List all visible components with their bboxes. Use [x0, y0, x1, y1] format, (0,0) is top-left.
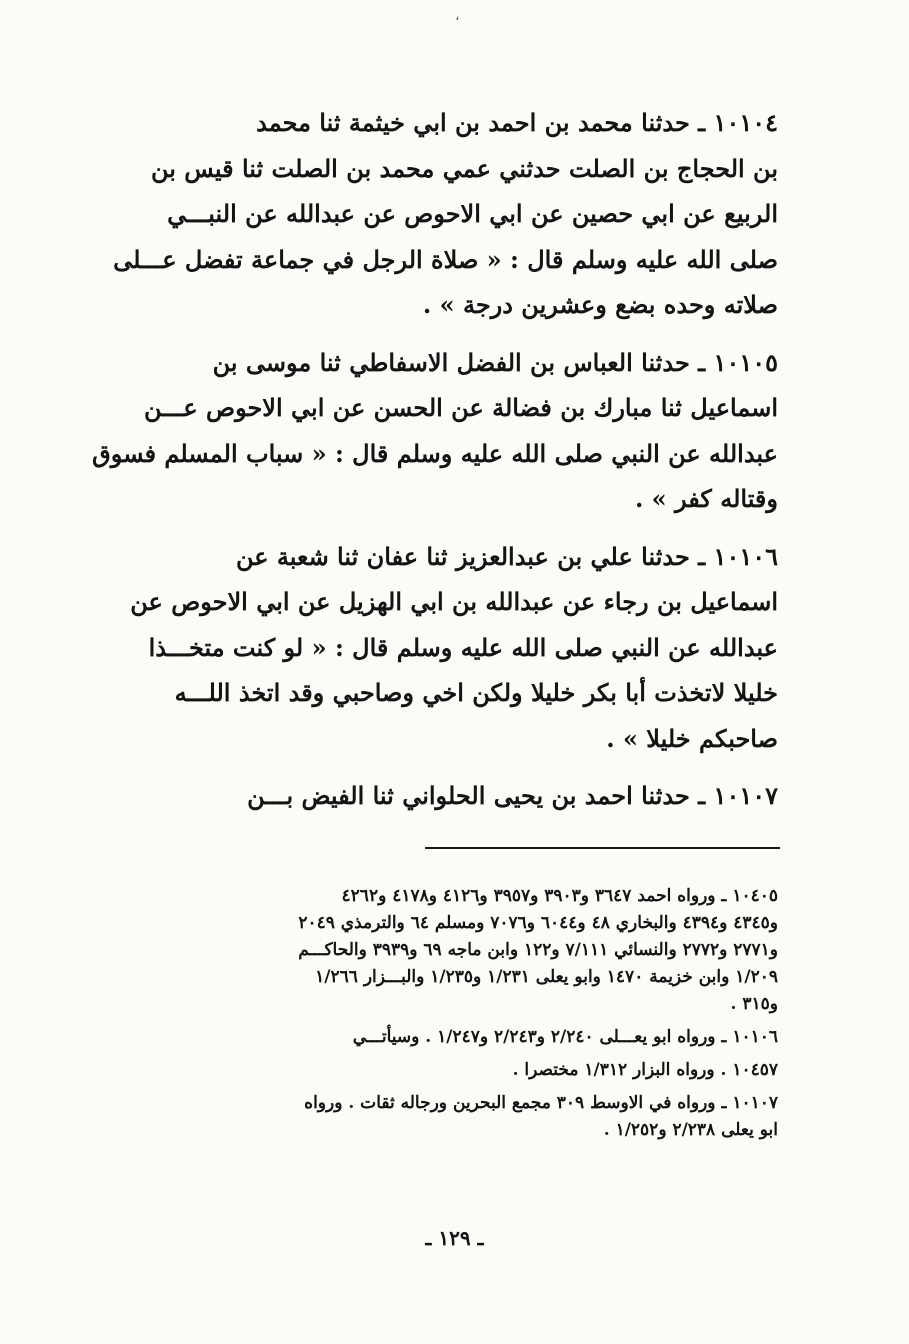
text-line: صلى الله عليه وسلم قال : « صلاة الرجل في جماعة تفضل عـــلى: [113, 244, 778, 274]
footnote-10405: [78, 883, 778, 1018]
text-line: صلاته وحده بضع وعشرين درجة » .: [422, 290, 778, 319]
footnote-line: ١٠١٠٦ ـ ورواه ابو يعـــلى ٢/٢٤٠ و٢/٢٤٣ و١/٢٤٧ . وسيأتـــي: [352, 1027, 778, 1047]
text-line: عبدالله عن النبي صلى الله عليه وسلم قال : « سباب المسلم فسوق: [92, 438, 778, 468]
text-line: اسماعيل بن رجاء عن عبدالله بن ابي الهزيل عن ابي الاحوص عن: [130, 587, 778, 616]
footnote-line: ١٠٤٥٧ . ورواه البزار ١/٣١٢ مختصرا .: [512, 1060, 778, 1080]
hadith-10106: [78, 534, 778, 762]
text-line: الربيع عن ابي حصين عن ابي الاحوص عن عبدالله عن النبـــي: [167, 199, 778, 228]
footnote-10107: [78, 1090, 778, 1144]
footnote-line: و٤٣٤٥ و٤٣٩٤ والبخاري ٤٨ و٦٠٤٤ و٧٠٧٦ ومسلم ٦٤ والترمذي ٢٠٤٩: [298, 913, 778, 933]
hadith-text-body: [78, 100, 778, 831]
page-number: ـ ١٢٩ ـ: [425, 1226, 484, 1250]
footnote-line: ١٠١٠٧ ـ ورواه في الاوسط ٣٠٩ مجمع البحرين ورجاله ثقات . ورواه: [304, 1093, 778, 1113]
footnote-line: ابو يعلى ٢/٢٣٨ و١/٢٥٢ .: [603, 1120, 778, 1140]
text-line: عبدالله عن النبي صلى الله عليه وسلم قال : « لو كنت متخـــذا: [148, 632, 778, 662]
footnote-line: ١/٢٠٩ وابن خزيمة ١٤٧٠ وابو يعلى ١/٢٣١ و١/٢٣٥ والبـــزار ١/٢٦٦: [315, 967, 778, 987]
hadith-10104: [78, 100, 778, 328]
text-line: وقتاله كفر » .: [634, 484, 778, 513]
text-line: خليلا لاتخذت أبا بكر خليلا ولكن اخي وصاحبي وقد اتخذ اللـــه: [174, 678, 778, 707]
text-line: ١٠١٠٧ ـ حدثنا احمد بن يحيى الحلواني ثنا الفيض بـــن: [247, 781, 778, 810]
hadith-10107: [78, 773, 778, 819]
text-line: اسماعيل ثنا مبارك بن فضالة عن الحسن عن ابي الاحوص عـــن: [144, 393, 778, 422]
footnote-line: ١٠٤٠٥ ـ ورواه احمد ٣٦٤٧ و٣٩٠٣ و٣٩٥٧ و٤١٢٦ و٤١٧٨ و٤٢٦٢: [341, 886, 778, 906]
text-line: صاحبكم خليلا » .: [606, 723, 778, 753]
footnote-line: و٣١٥ .: [730, 994, 778, 1014]
text-line: ١٠١٠٦ ـ حدثنا علي بن عبدالعزيز ثنا عفان ثنا شعبة عن: [235, 541, 778, 571]
top-mark: ،: [455, 8, 460, 24]
footnote-line: و٢٧٧١ و٢٧٧٢ والنسائي ٧/١١١ و١٢٢ وابن ماجه ٦٩ و٣٩٣٩ والحاكـــم: [298, 940, 778, 960]
hadith-10105: [78, 340, 778, 522]
text-line: ١٠١٠٥ ـ حدثنا العباس بن الفضل الاسفاطي ثنا موسى بن: [212, 347, 778, 377]
footnote-10457: [78, 1057, 778, 1084]
footnote-10106: [78, 1024, 778, 1051]
text-line: ١٠١٠٤ ـ حدثنا محمد بن احمد بن ابي خيثمة ثنا محمد: [256, 108, 778, 137]
text-line: بن الحجاج بن الصلت حدثني عمي محمد بن الصلت ثنا قيس بن: [150, 153, 778, 183]
footnote-divider: [425, 847, 780, 849]
footnotes-section: [78, 883, 778, 1150]
